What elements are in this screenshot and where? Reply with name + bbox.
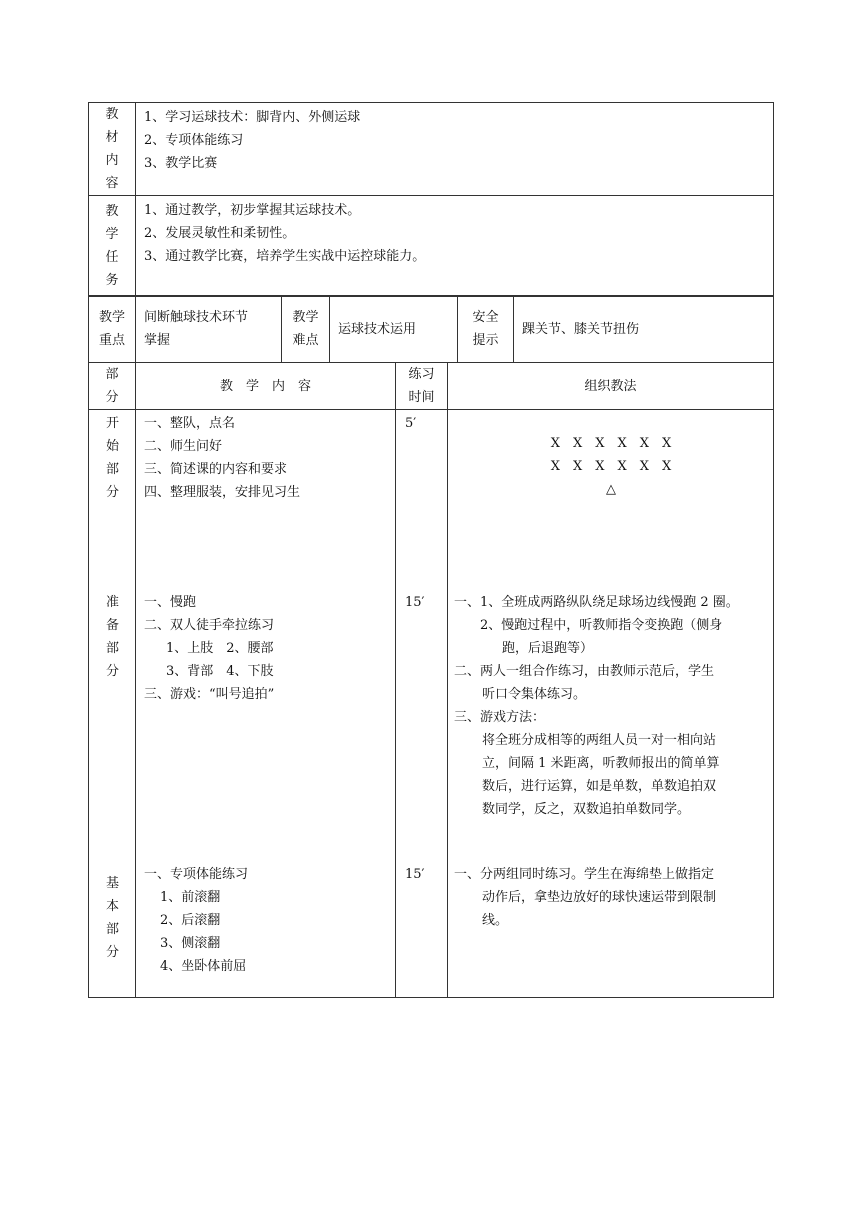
material-label: 教 材 内 容 [89, 103, 136, 196]
material-content: 1、学习运球技术：脚背内、外侧运球 2、专项体能练习 3、教学比赛 [136, 103, 774, 196]
basic-part-label: 基 本 部 分 [105, 876, 119, 960]
difficulty-value: 运球技术运用 [330, 296, 458, 363]
prep-part-label: 准 备 部 分 [105, 595, 119, 679]
prep-content: 一、慢跑 二、双人徒手牵拉练习 1、上肢 2、腰部 3、背部 4、下肢 三、游戏：“叫号追拍” [144, 595, 275, 702]
lesson-table-top [88, 102, 774, 297]
teacher-marker: △ [606, 482, 616, 497]
basic-content: 一、专项体能练习 1、前滚翻 2、后滚翻 3、侧滚翻 4、坐卧体前屈 [144, 867, 249, 974]
part-labels [89, 410, 136, 998]
focus-row [88, 295, 774, 363]
prep-method: 一、1、全班成两路纵队绕足球场边线慢跑 2 圈。 2、慢跑过程中，听教师指令变换跑（侧身 跑，后退跑等） 二、两人一组合作练习，由教师示范后，学生 听口令集体练习。 三、游戏方法： 将全班分成相等的两组人员一对一相向站 立，间隔 1 米距离，听教师报出的简单算 数后，进行运算，如是单数，单数追拍双 数同学，反之，双数追拍单数同学。 [454, 595, 739, 817]
key-point-label: 教学 重点 [89, 296, 136, 363]
safety-value: 踝关节、膝关节扭伤 [514, 296, 774, 363]
key-point-value: 间断触球技术环节 掌握 [136, 296, 282, 363]
organization-method [448, 410, 774, 998]
safety-label: 安全 提示 [458, 296, 514, 363]
task-content: 1、通过教学，初步掌握其运球技术。 2、发展灵敏性和柔韧性。 3、通过教学比赛，培养学生实战中运控球能力。 [136, 196, 774, 297]
task-label: 教 学 任 务 [89, 196, 136, 297]
difficulty-label: 教学 难点 [282, 296, 330, 363]
basic-time: 15′ [405, 867, 425, 882]
start-time: 5′ [405, 416, 417, 431]
header-time: 练习 时间 [396, 363, 448, 410]
header-part: 部 分 [89, 363, 136, 410]
start-content: 一、整队，点名 二、师生问好 三、简述课的内容和要求 四、整理服装，安排见习生 [144, 416, 301, 500]
formation-row-1: X X X X X X [550, 436, 672, 451]
lesson-body [88, 362, 774, 998]
header-content: 教 学 内 容 [136, 363, 396, 410]
formation-row-2: X X X X X X [550, 459, 672, 474]
formation-diagram [448, 432, 774, 501]
lesson-content [136, 410, 396, 998]
prep-time: 15′ [405, 595, 425, 610]
start-part-label: 开 始 部 分 [105, 416, 119, 500]
practice-time [396, 410, 448, 998]
header-method: 组织教法 [448, 363, 774, 410]
basic-method: 一、分两组同时练习。学生在海绵垫上做指定 动作后，拿垫边放好的球快速运带到限制 线。 [454, 867, 717, 928]
